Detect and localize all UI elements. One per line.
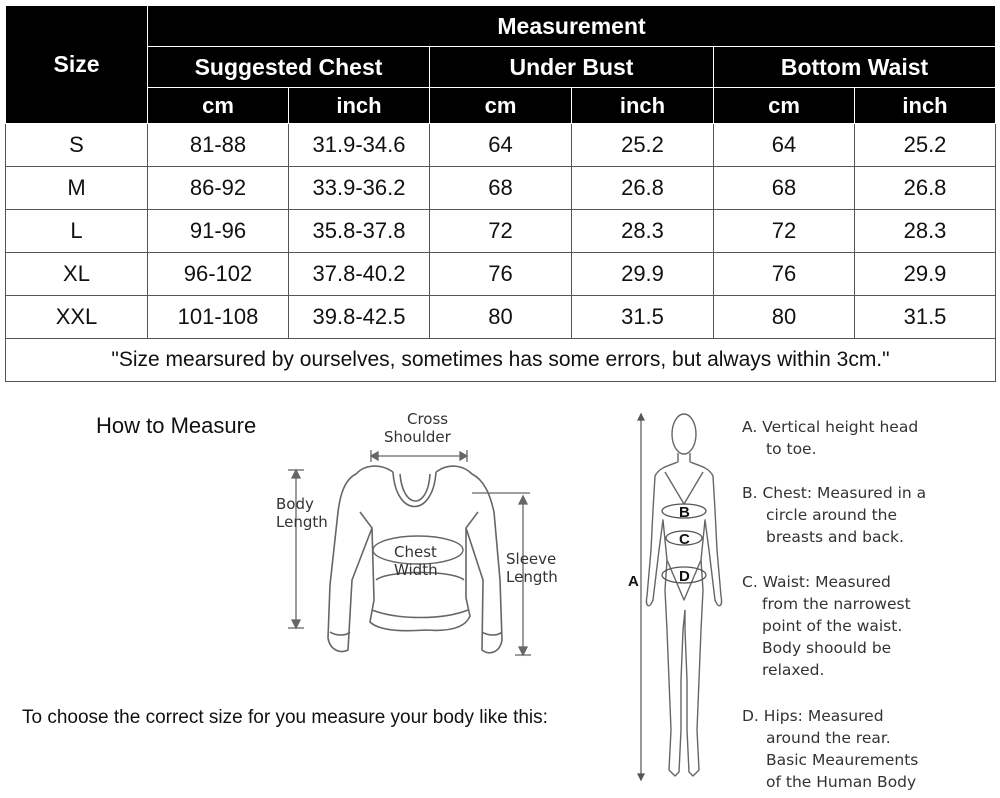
- chest-cm-cell: 86-92: [148, 167, 289, 210]
- waist-inch-cell: 29.9: [855, 253, 996, 296]
- size-cell: XXL: [6, 296, 148, 339]
- under-bust-header: Under Bust: [430, 47, 714, 88]
- body-measure-diagram: [615, 400, 735, 798]
- suggested-chest-header: Suggested Chest: [148, 47, 430, 88]
- legend-item-b: [742, 482, 997, 548]
- legend-line: of the Human Body: [766, 773, 917, 791]
- chest-cm-cell: 91-96: [148, 210, 289, 253]
- unit-header: inch: [289, 88, 430, 124]
- legend-line: Body shoould be: [762, 639, 892, 657]
- chest-cm-cell: 101-108: [148, 296, 289, 339]
- underbust-inch-cell: 28.3: [572, 210, 714, 253]
- underbust-inch-cell: 29.9: [572, 253, 714, 296]
- legend-line: from the narrowest: [762, 595, 911, 613]
- waist-inch-cell: 31.5: [855, 296, 996, 339]
- underbust-inch-cell: 26.8: [572, 167, 714, 210]
- waist-cm-cell: 64: [714, 124, 855, 167]
- waist-cm-cell: 68: [714, 167, 855, 210]
- body-letter-d: D: [679, 568, 690, 585]
- bottom-waist-header: Bottom Waist: [714, 47, 996, 88]
- chest-cm-cell: 81-88: [148, 124, 289, 167]
- garment-measure-diagram: [268, 400, 588, 670]
- chest-inch-cell: 37.8-40.2: [289, 253, 430, 296]
- legend-line: point of the waist.: [762, 617, 903, 635]
- waist-cm-cell: 80: [714, 296, 855, 339]
- legend-line: breasts and back.: [766, 528, 904, 546]
- size-cell: M: [6, 167, 148, 210]
- waist-inch-cell: 26.8: [855, 167, 996, 210]
- cross-label-line1: Cross: [407, 410, 449, 428]
- table-row: [6, 167, 996, 210]
- waist-inch-cell: 25.2: [855, 124, 996, 167]
- size-chart-table: [5, 5, 996, 382]
- legend-line: B. Chest: Measured in a: [742, 484, 927, 502]
- body-letter-b: B: [679, 504, 690, 521]
- legend-line: D. Hips: Measured: [742, 707, 884, 725]
- chest-cm-cell: 96-102: [148, 253, 289, 296]
- underbust-inch-cell: 25.2: [572, 124, 714, 167]
- how-to-measure-title: How to Measure: [96, 413, 257, 438]
- size-cell: XL: [6, 253, 148, 296]
- shoulder-label-line2: Shoulder: [384, 428, 451, 446]
- table-row: [6, 253, 996, 296]
- underbust-cm-cell: 76: [430, 253, 572, 296]
- chest-inch-cell: 33.9-36.2: [289, 167, 430, 210]
- legend-line: C. Waist: Measured: [742, 573, 891, 591]
- measurement-header: Measurement: [148, 6, 996, 47]
- sleeve-length-label-line2: Length: [506, 568, 558, 586]
- legend-line: to toe.: [766, 440, 817, 458]
- chest-inch-cell: 31.9-34.6: [289, 124, 430, 167]
- unit-header: cm: [430, 88, 572, 124]
- underbust-cm-cell: 64: [430, 124, 572, 167]
- legend-item-c: [742, 571, 997, 681]
- table-row: [6, 296, 996, 339]
- waist-cm-cell: 76: [714, 253, 855, 296]
- unit-header: cm: [148, 88, 289, 124]
- unit-header: inch: [572, 88, 714, 124]
- size-cell: S: [6, 124, 148, 167]
- legend-line: A. Vertical height head: [742, 418, 919, 436]
- underbust-cm-cell: 68: [430, 167, 572, 210]
- choose-size-instruction: To choose the correct size for you measure your body like this:: [22, 707, 548, 728]
- legend-item-a: [742, 416, 997, 460]
- unit-header: cm: [714, 88, 855, 124]
- sleeve-length-label-line1: Sleeve: [506, 550, 557, 568]
- legend-line: Basic Meaurements: [766, 751, 919, 769]
- body-length-label-line1: Body: [276, 495, 314, 513]
- legend-line: circle around the: [766, 506, 898, 524]
- unit-header: inch: [855, 88, 996, 124]
- size-cell: L: [6, 210, 148, 253]
- size-header: Size: [6, 6, 148, 124]
- underbust-cm-cell: 72: [430, 210, 572, 253]
- body-letter-a: A: [628, 573, 639, 590]
- size-note: "Size mearsured by ourselves, sometimes has some errors, but always within 3cm.": [6, 339, 996, 382]
- body-letter-c: C: [679, 531, 690, 548]
- chest-width-label-line2: Width: [394, 561, 438, 579]
- legend-item-d: [742, 705, 997, 793]
- waist-cm-cell: 72: [714, 210, 855, 253]
- table-row: [6, 124, 996, 167]
- chest-inch-cell: 39.8-42.5: [289, 296, 430, 339]
- underbust-cm-cell: 80: [430, 296, 572, 339]
- chest-width-label-line1: Chest: [394, 543, 437, 561]
- chest-inch-cell: 35.8-37.8: [289, 210, 430, 253]
- table-row: [6, 210, 996, 253]
- waist-inch-cell: 28.3: [855, 210, 996, 253]
- body-length-label-line2: Length: [276, 513, 328, 531]
- legend-line: relaxed.: [762, 661, 825, 679]
- legend-line: around the rear.: [766, 729, 891, 747]
- underbust-inch-cell: 31.5: [572, 296, 714, 339]
